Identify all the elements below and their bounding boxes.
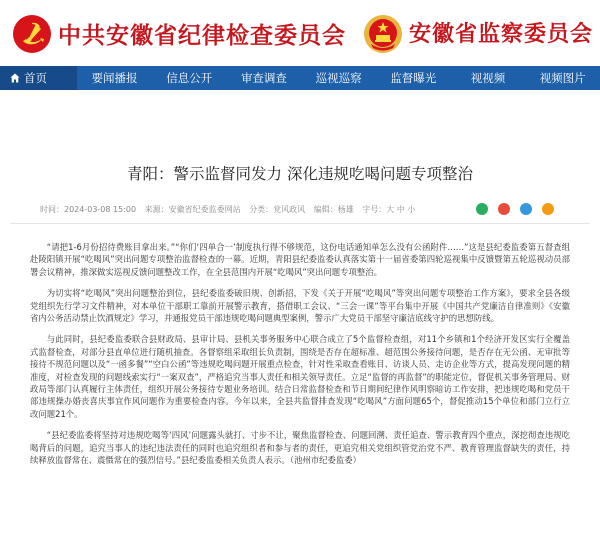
home-icon xyxy=(10,73,20,83)
divider xyxy=(10,223,590,224)
nav-item-exposure[interactable]: 监督曝光 xyxy=(390,71,437,85)
meta-time: 时间：2024-03-08 15:00 xyxy=(40,205,137,214)
meta-editor: 编辑：杨雄 xyxy=(313,205,354,214)
meta-category: 分类：党风政风 xyxy=(249,205,306,214)
wechat-share-icon[interactable] xyxy=(476,203,488,215)
article-meta xyxy=(10,203,590,217)
nav-item-video-images[interactable]: 视频图片 xyxy=(539,71,586,85)
article-paragraph: “请把1-6月份招待费账目拿出来。”“你们‘四单合一’制度执行得不够规范，这份电话通知单怎么没有公函附件……”这是县纪委监委第五督查组赴陵阳镇开展“吃喝风”突出问题专项整治监督检查的一幕。近期，青阳县纪委监委认真落实第十一届省委第四轮巡视集中反馈暨第五轮巡视动员部署会议精神，推深做实巡视反馈问题整改工作，在全县范围内开展“吃喝风”突出问题专项整治。 xyxy=(30,242,570,277)
article-paragraph: 为切实将“吃喝风”突出问题整治到位，县纪委监委破旧规、创新招，下发《关于开展“吃喝风”等突出问题专项整治工作方案》，要求全县各级党组织先行学习文件精神，对本单位干部职工靠前开展警示教育，搭借职工会议、“三会一课”等平台集中开展《中国共产党廉洁自律准则》《安徽省内公务活动禁止饮酒规定》学习，并通报党员干部违规吃喝问题典型案例，警示广大党员干部坚守廉洁底线守护的思想防线。 xyxy=(30,288,570,324)
meta-source: 来源：安徽省纪委监委网站 xyxy=(144,205,241,214)
party-emblem-icon xyxy=(12,14,52,54)
nav-item-inspection[interactable]: 巡视巡察 xyxy=(315,71,362,85)
nav-item-disclosure[interactable]: 信息公开 xyxy=(166,71,213,85)
qzone-share-icon[interactable] xyxy=(542,203,554,215)
article-paragraph: 与此同时，县纪委监委联合县财政局、县审计局、县机关事务服务中心联合成立了5个监督检查组，对11个乡镇和1个经济开发区实行全覆盖式监督检查，对部分县直单位进行随机抽查。各督察组采取组长负责制，围绕是否存在超标准、超范围公务接待问题，是否存在无公函、无审批等接待不规范问题以及“一函多餐”“空白公函”等违规吃喝问题开展重点检查，针对性采取查看账目、访谈人员、走访企业等方式，提高发现问题的精准度，对检查发现的问题线索实行“一案双查”，严格追究当事人责任和相关领导责任。立足“监督的再监督”的职能定位，督促机关事务管理局、财政局等部门认真履行主体责任，组织开展公务接待专题业务培训。结合日常监督检查和节日期间纪律作风明察暗访工作安排，把违规吃喝和党员干部违规操办婚丧喜庆事宜作风问题作为重要检查内容。今年以来，全县共监督排查发现“吃喝风”方面问题65个，督促推动15个单位和部门立行立改问题21个。 xyxy=(30,334,570,419)
share-bar xyxy=(476,203,560,215)
site-header xyxy=(0,0,600,66)
article-paragraph: “县纪委监委将坚持对违规吃喝等‘四风’问题露头就打、寸步不让，聚焦监督检查、问题回溯、责任追查、警示教育四个重点，深挖彻查违规吃喝背后的问题，追究当事人的违纪违法责任的同时也追究组织者和参与者的责任，更追究相关党组织管党治党不严、教育管理监督缺失的责任，持续释放监督常在、震慑常在的强烈信号。”县纪委监委相关负责人表示。（池州市纪委监委） xyxy=(30,430,570,466)
site-title-supervision: 安徽省监察委员会 xyxy=(409,21,594,47)
nav-item-investigation[interactable]: 审查调查 xyxy=(240,71,287,85)
nav-item-audiovisual[interactable]: 视视频 xyxy=(470,71,506,85)
nav-item-label: 首页 xyxy=(24,71,47,85)
weibo-share-icon[interactable] xyxy=(498,203,510,215)
article-title: 青阳：警示监督同发力 深化违规吃喝问题专项整治 xyxy=(127,165,473,183)
article xyxy=(0,163,600,217)
national-emblem-icon xyxy=(363,14,403,54)
font-size-control[interactable]: 字号：大 中 小 xyxy=(362,205,416,214)
nav-item-news[interactable]: 要闻播报 xyxy=(91,71,138,85)
main-nav xyxy=(0,66,600,90)
qq-share-icon[interactable] xyxy=(520,203,532,215)
nav-item-home[interactable] xyxy=(0,66,77,90)
article-body xyxy=(0,241,600,467)
site-title-discipline: 中共安徽省纪律检查委员会 xyxy=(58,22,346,49)
